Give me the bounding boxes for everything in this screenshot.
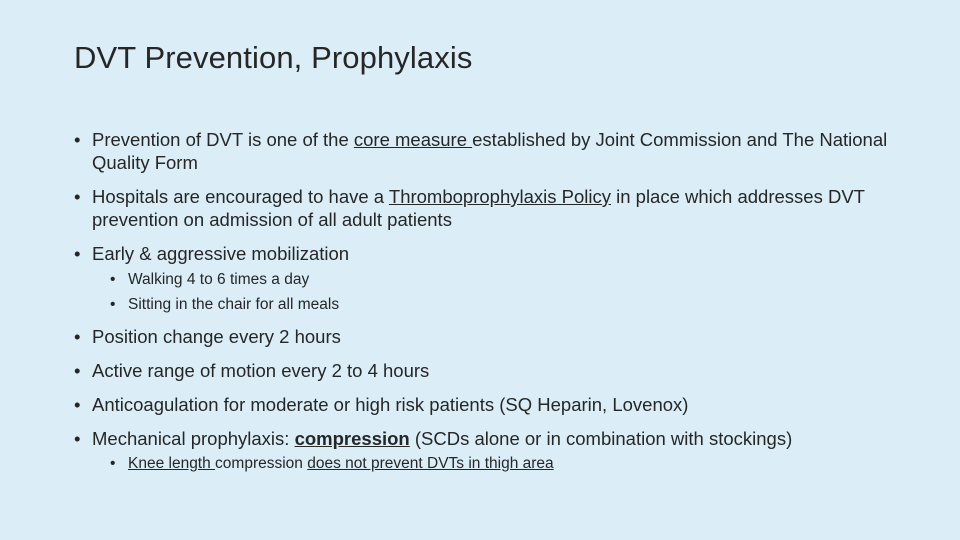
sub-bullet-sitting: • Sitting in the chair for all meals xyxy=(110,296,340,313)
bullet-marker: • xyxy=(74,360,81,381)
bullet-marker: • xyxy=(74,186,81,207)
bullet-marker: • xyxy=(110,455,116,472)
bullet-anticoagulation: • Anticoagulation for moderate or high risk patients (SQ Heparin, Lovenox) xyxy=(74,394,689,415)
slide-title: DVT Prevention, Prophylaxis xyxy=(74,40,473,75)
knee-length-text: Knee length xyxy=(128,455,216,472)
sub-bullet-knee-length: • Knee length compression does not prevent DVTs in thigh area xyxy=(110,455,554,472)
bullet-marker: • xyxy=(74,394,81,415)
bullet-position-change: • Position change every 2 hours xyxy=(74,326,341,347)
bullet-mobilization: • Early & aggressive mobilization xyxy=(74,243,350,264)
policy-text: Thromboprophylaxis Policy xyxy=(388,186,611,207)
bullet-core-measure: • Prevention of DVT is one of the core measure established by Joint Commission and The National Quality Form xyxy=(74,129,888,173)
bullet-range-of-motion: • Active range of motion every 2 to 4 hours xyxy=(74,360,430,381)
bullet-marker: • xyxy=(110,296,116,313)
bullet-marker: • xyxy=(74,129,81,150)
bullet-marker: • xyxy=(110,271,116,288)
bullet-marker: • xyxy=(74,326,81,347)
compression-text: compression xyxy=(294,428,410,449)
core-measure-text: core measure xyxy=(353,129,473,150)
bullet-list xyxy=(74,128,894,474)
bullet-mechanical-prophylaxis: • Mechanical prophylaxis: compression (SCDs alone or in combination with stockings) xyxy=(74,428,793,449)
bullet-thromboprophylaxis-policy: • Hospitals are encouraged to have a Thromboprophylaxis Policy in place which addresses DVT prevention on admission of all adult patients xyxy=(74,186,865,230)
sub-bullet-walking: • Walking 4 to 6 times a day xyxy=(110,271,310,288)
does-not-prevent-text: does not prevent DVTs in thigh area xyxy=(307,455,554,472)
bullet-marker: • xyxy=(74,243,81,264)
bullet-marker: • xyxy=(74,428,81,449)
